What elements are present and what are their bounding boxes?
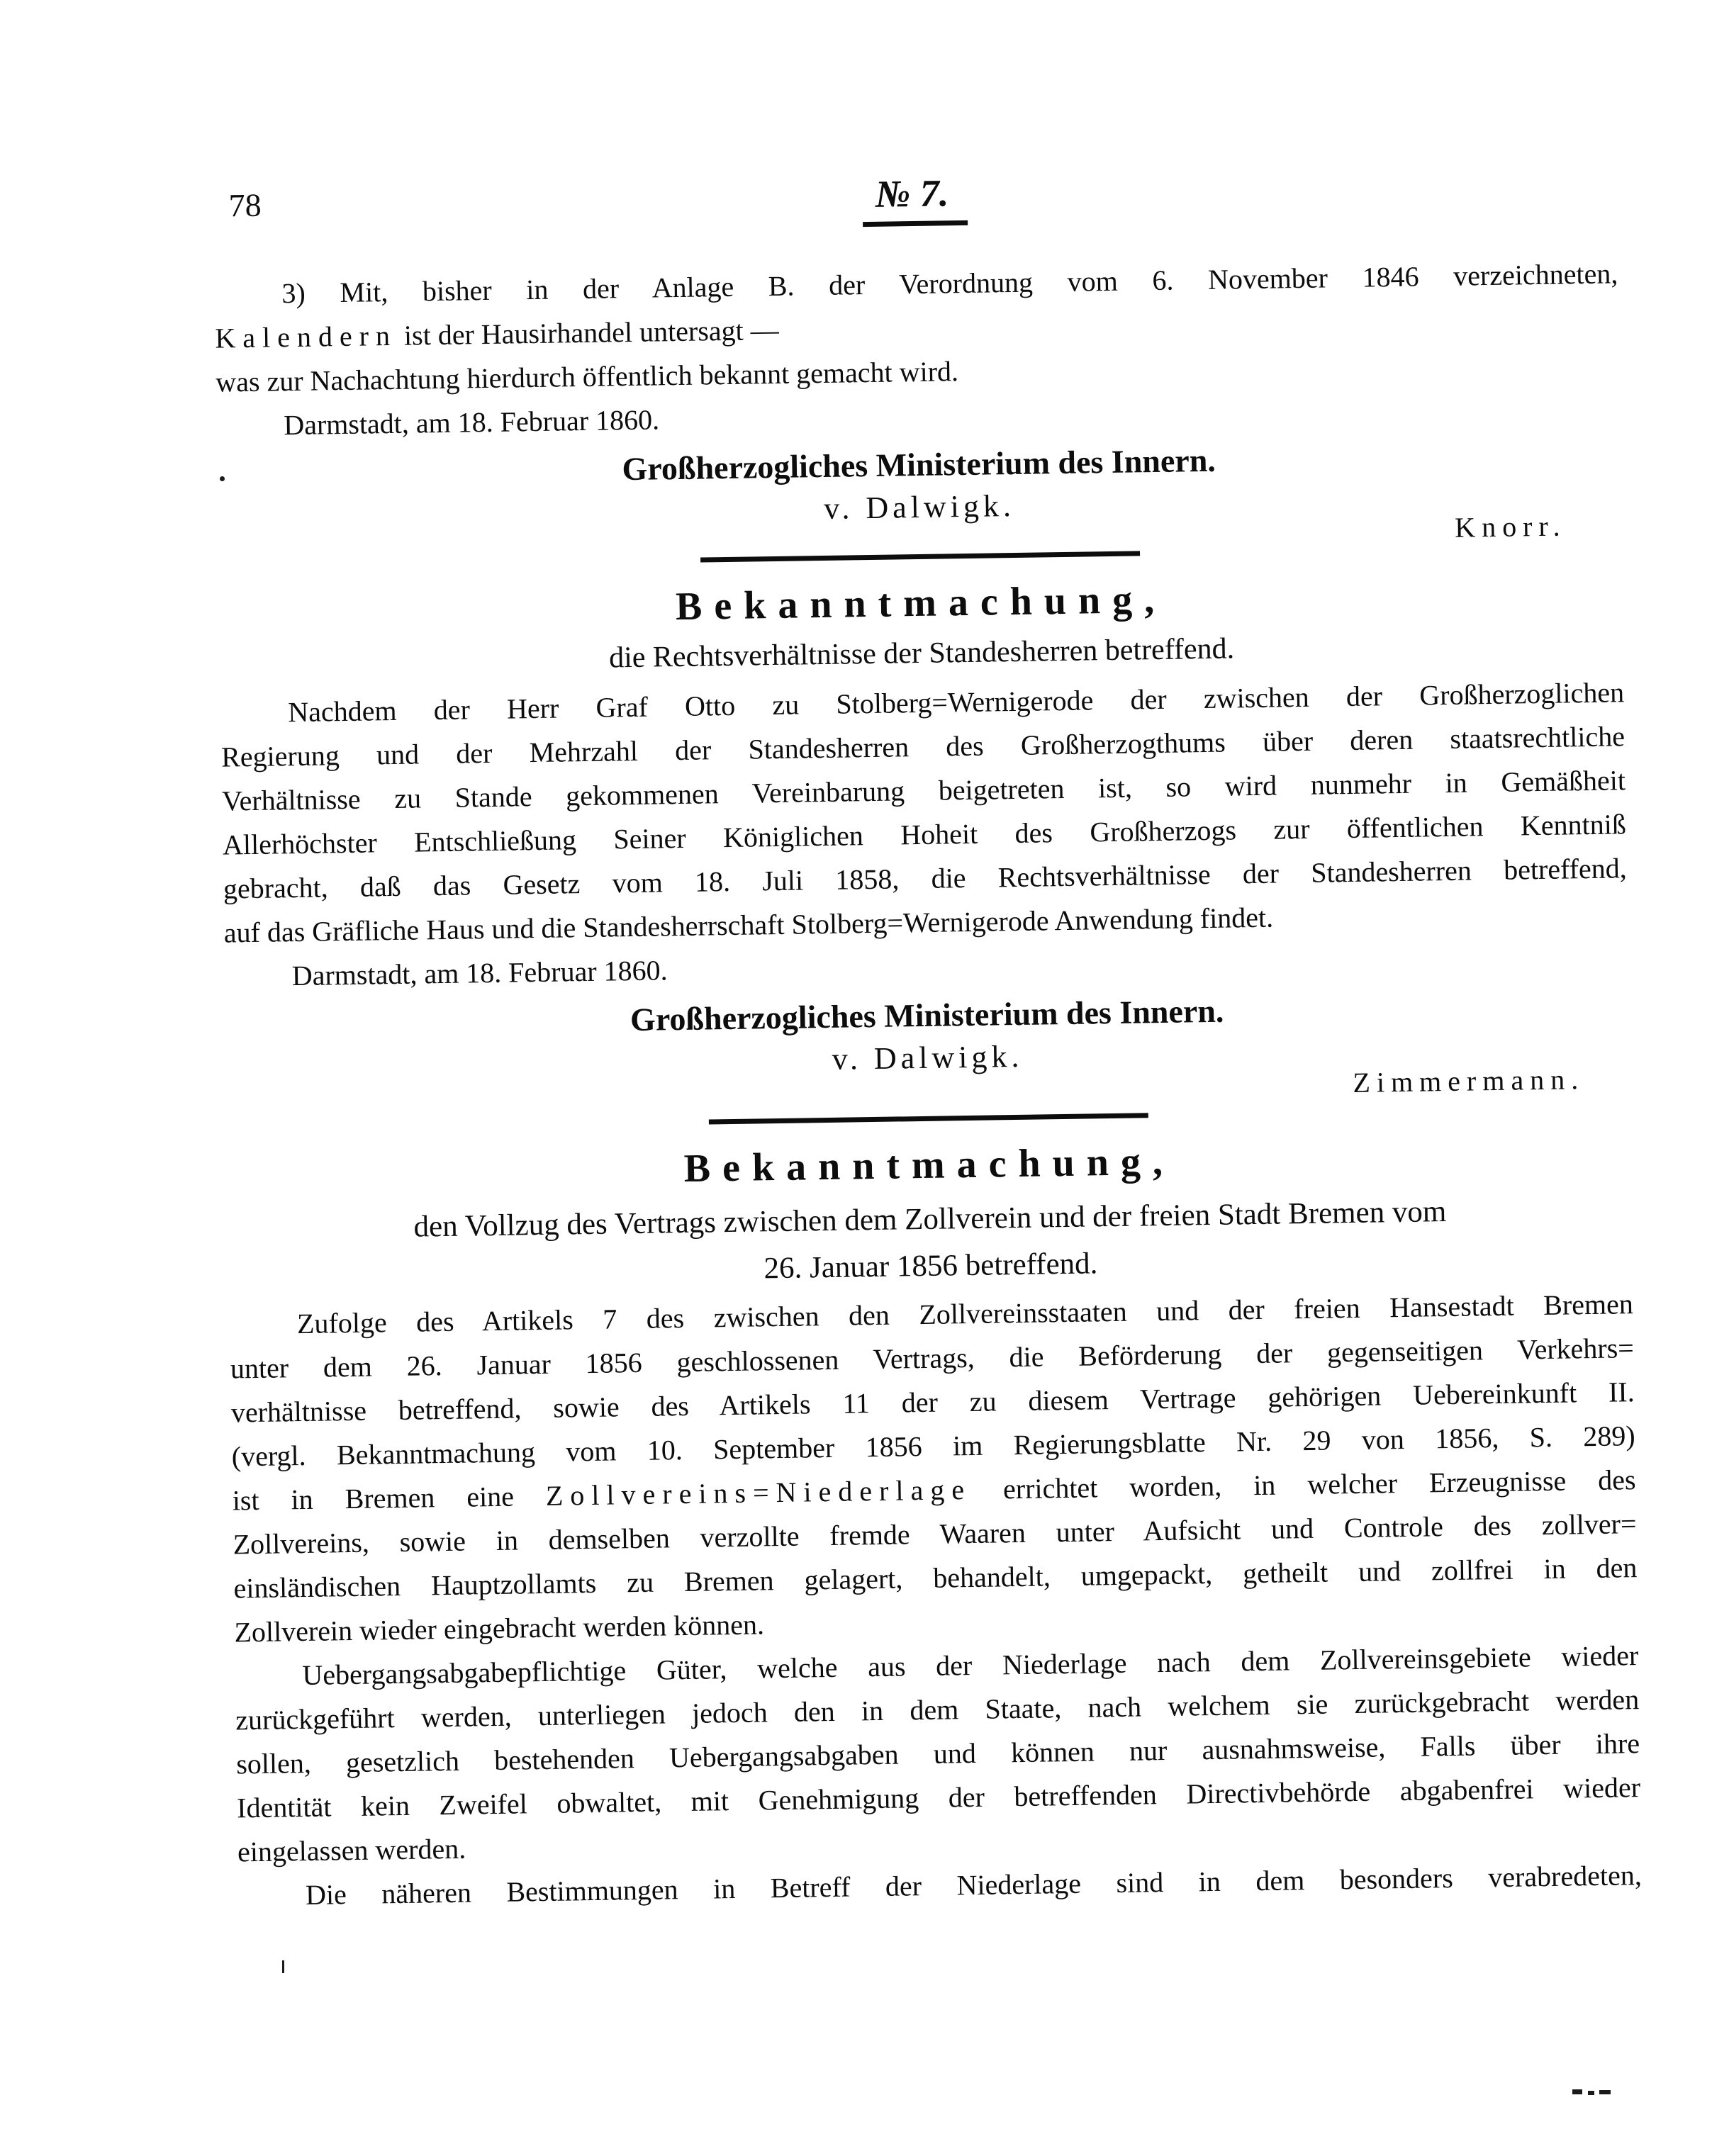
text-segment: Die näheren Bestimmungen in Betreff der Niederlage sind in dem besonders verabredeten, [305, 1859, 1643, 1911]
zollverein-heading: Bekanntmachung, [683, 1139, 1175, 1191]
text-segment: Verhältnisse zu Stande gekommenen Vereinbarung beigetreten ist, so wird nunmehr in Gemäßheit [221, 764, 1626, 817]
standesherren-subtitle: die Rechtsverhältnisse der Standesherren betreffend. [608, 632, 1235, 675]
text-segment: Zollverein wieder eingebracht werden können. [234, 1608, 765, 1649]
prior-notice-signature: v. Dalwigk. [823, 488, 1016, 526]
text-segment: errichtet worden, in welcher Erzeugnisse des [970, 1464, 1636, 1506]
text-segment: Darmstadt, am 18. Februar 1860. [291, 954, 668, 992]
text-segment: Allerhöchster Entschließung Seiner Königlichen Hoheit des Großherzogs zur öffentlichen Kenntniß [222, 808, 1627, 861]
text-segment: was zur Nachachtung hierdurch öffentlich bekannt gemacht wird. [215, 355, 959, 398]
text-segment: unter dem 26. Januar 1856 geschlossenen Vertrags, die Beförderung der gegenseitigen Verkehrs= [230, 1332, 1635, 1385]
issue-number-wrap [213, 159, 1617, 236]
letterspaced-text: Zollvereins=Niederlage [545, 1473, 972, 1512]
zollverein-subtitle-line-1: den Vollzug des Vertrags zwischen dem Zollverein und der freien Stadt Bremen vom [413, 1195, 1447, 1244]
scan-speck [220, 476, 225, 481]
text-segment: Nachdem der Herr Graf Otto zu Stolberg=Wernigerode der zwischen der Großherzoglichen [287, 676, 1625, 729]
text-segment: Zollvereins, sowie in demselben verzollte fremde Waaren unter Aufsicht und Controle des zollver= [233, 1507, 1637, 1561]
scan-speck [1599, 2090, 1611, 2094]
prior-notice-authority: Großherzogliches Ministerium des Innern. [622, 442, 1216, 488]
text-segment: Darmstadt, am 18. Februar 1860. [283, 403, 660, 442]
scan-speck [1588, 2091, 1594, 2095]
standesherren-signature: v. Dalwigk. [832, 1038, 1024, 1077]
text-segment: Zufolge des Artikels 7 des zwischen den Zollvereinsstaaten und der freien Hansestadt Bremen [296, 1288, 1634, 1340]
scan-speck [1572, 2089, 1582, 2094]
text-segment: auf das Gräfliche Haus und die Standesherrschaft Stolberg=Wernigerode Anwendung findet. [223, 901, 1274, 949]
zollverein-paragraphs [230, 1282, 1643, 1918]
page-content [213, 159, 1642, 1918]
issue-number: № 7. [862, 169, 968, 227]
prior-notice-paragraph [214, 252, 1620, 448]
text-segment: sollen, gesetzlich bestehenden Uebergangsabgaben und können nur ausnahmsweise, Falls über ihre [235, 1727, 1640, 1780]
text-segment: Identität kein Zweifel obwaltet, mit Genehmigung der betreffenden Directivbehörde abgabenfrei wieder [236, 1771, 1641, 1824]
standesherren-heading: Bekanntmachung, [675, 577, 1167, 629]
prior-notice-countersignature: Knorr. [1454, 510, 1567, 544]
text-segment: verhältnisse betreffend, sowie des Artikels 11 der zu diesem Vertrage gehörigen Uebereinkunft II. [230, 1376, 1635, 1429]
text-segment: eingelassen werden. [237, 1832, 466, 1868]
zollverein-subtitle-line-2: 26. Januar 1856 betreffend. [763, 1247, 1098, 1286]
standesherren-paragraph [220, 670, 1628, 999]
scan-speck [282, 1960, 284, 1973]
zollverein-subtitle [228, 1186, 1633, 1300]
masthead [213, 159, 1617, 244]
page-number: 78 [228, 186, 262, 224]
text-segment: ist in Bremen eine [232, 1479, 547, 1517]
text-segment: einsländischen Hauptzollamts zu Bremen gelagert, behandelt, umgepackt, getheilt und zollfrei in den [233, 1551, 1638, 1605]
letterspaced-text: Kalendern [215, 319, 398, 354]
text-segment: gebracht, daß das Gesetz vom 18. Juli 1858, die Rechtsverhältnisse der Standesherren betreffend, [223, 852, 1628, 905]
standesherren-countersignature: Zimmermann. [1353, 1063, 1585, 1099]
section-divider-rule [709, 1113, 1148, 1124]
text-segment: 3) Mit, bisher in der Anlage B. der Verordnung vom 6. November 1846 verzeichneten, [281, 257, 1618, 310]
text-segment: ist der Hausirhandel untersagt — [396, 313, 779, 352]
text-segment: (vergl. Bekanntmachung vom 10. September 1856 im Regierungsblatte Nr. 29 von 1856, S. 289) [231, 1420, 1635, 1473]
standesherren-authority: Großherzogliches Ministerium des Innern. [630, 992, 1224, 1038]
text-segment: zurückgeführt werden, unterliegen jedoch den in dem Staate, nach welchem sie zurückgebracht werden [235, 1683, 1640, 1736]
text-segment: Uebergangsabgabepflichtige Güter, welche aus der Niederlage nach dem Zollvereinsgebiete wieder [302, 1639, 1639, 1692]
text-segment: Regierung und der Mehrzahl der Standesherren des Großherzogthums über deren staatsrechtliche [220, 720, 1626, 773]
